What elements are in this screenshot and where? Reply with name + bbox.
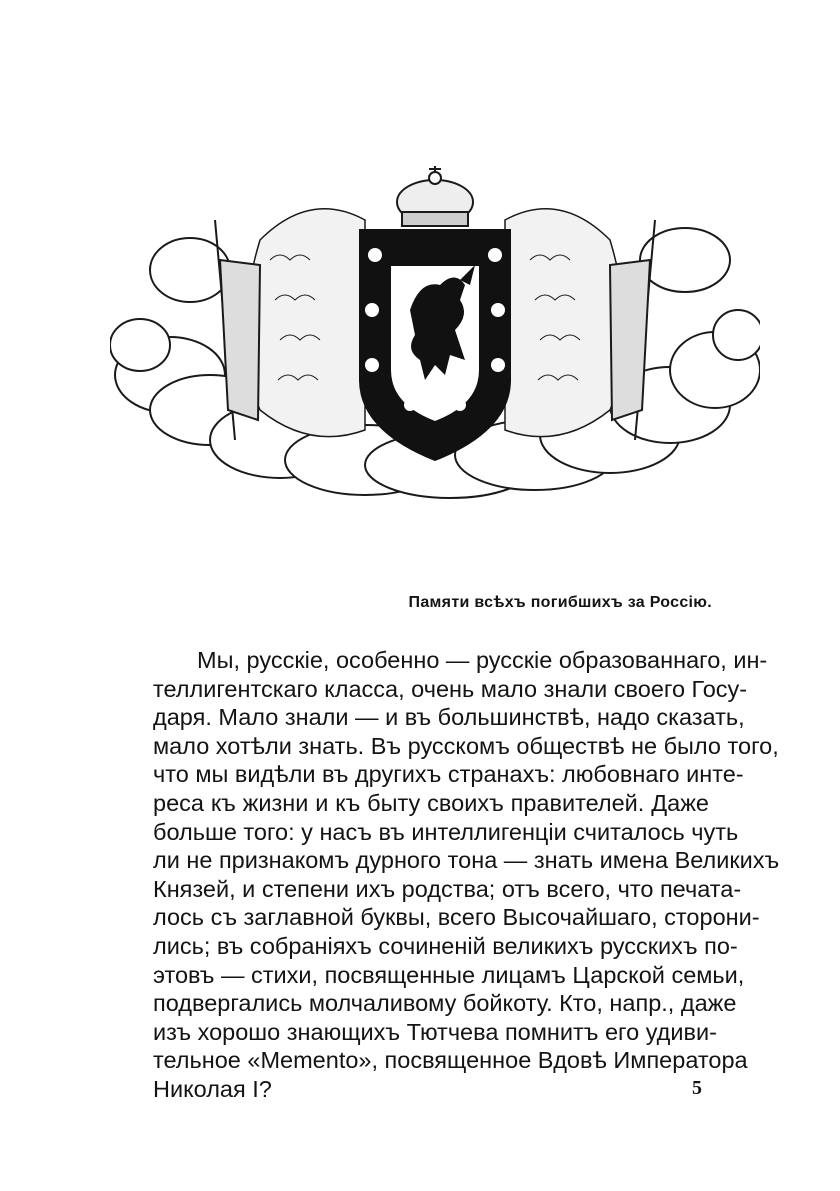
- text-line: Николая I?: [153, 1075, 272, 1102]
- text-line: больше того: у насъ въ интеллигенціи считалось чуть: [153, 818, 739, 845]
- text-line: лось съ заглавной буквы, всего Высочайшаго, сторони-: [153, 904, 760, 931]
- text-line: лись; въ собраніяхъ сочиненій великихъ русскихъ по-: [153, 932, 738, 959]
- text-line: Князей, и степени ихъ родства; отъ всего, что печата-: [153, 875, 742, 902]
- text-line: что мы видѣли въ другихъ странахъ: любовнаго инте-: [153, 761, 744, 788]
- text-line: подвергались молчаливому бойкоту. Кто, напр., даже: [153, 990, 737, 1017]
- page-number: 5: [692, 1077, 702, 1099]
- text-line: изъ хорошо знающихъ Тютчева помнитъ его удиви-: [153, 1018, 717, 1045]
- text-line: тельное «Memento», посвященное Вдовѣ Императора: [153, 1047, 748, 1074]
- text-line: даря. Мало знали — и въ большинствѣ, надо сказать,: [153, 704, 745, 731]
- coat-of-arms-kazan-icon: [110, 160, 760, 510]
- dedication: Памяти всѣхъ погибшихъ за Россію.: [408, 594, 712, 611]
- text-line: этовъ — стихи, посвященные лицамъ Царской семьи,: [153, 961, 745, 988]
- text-line: ли не признакомъ дурного тона — знать имена Великихъ: [153, 847, 780, 874]
- paragraph: [153, 646, 780, 1104]
- text-line: реса къ жизни и къ быту своихъ правителей. Даже: [153, 789, 709, 816]
- text-line: теллигентскаго класса, очень мало знали своего Госу-: [153, 675, 748, 702]
- text-line: Мы, русскіе, особенно — русскіе образованнаго, ин-: [197, 647, 768, 673]
- text-line: мало хотѣли знать. Въ русскомъ обществѣ не было того,: [153, 732, 779, 759]
